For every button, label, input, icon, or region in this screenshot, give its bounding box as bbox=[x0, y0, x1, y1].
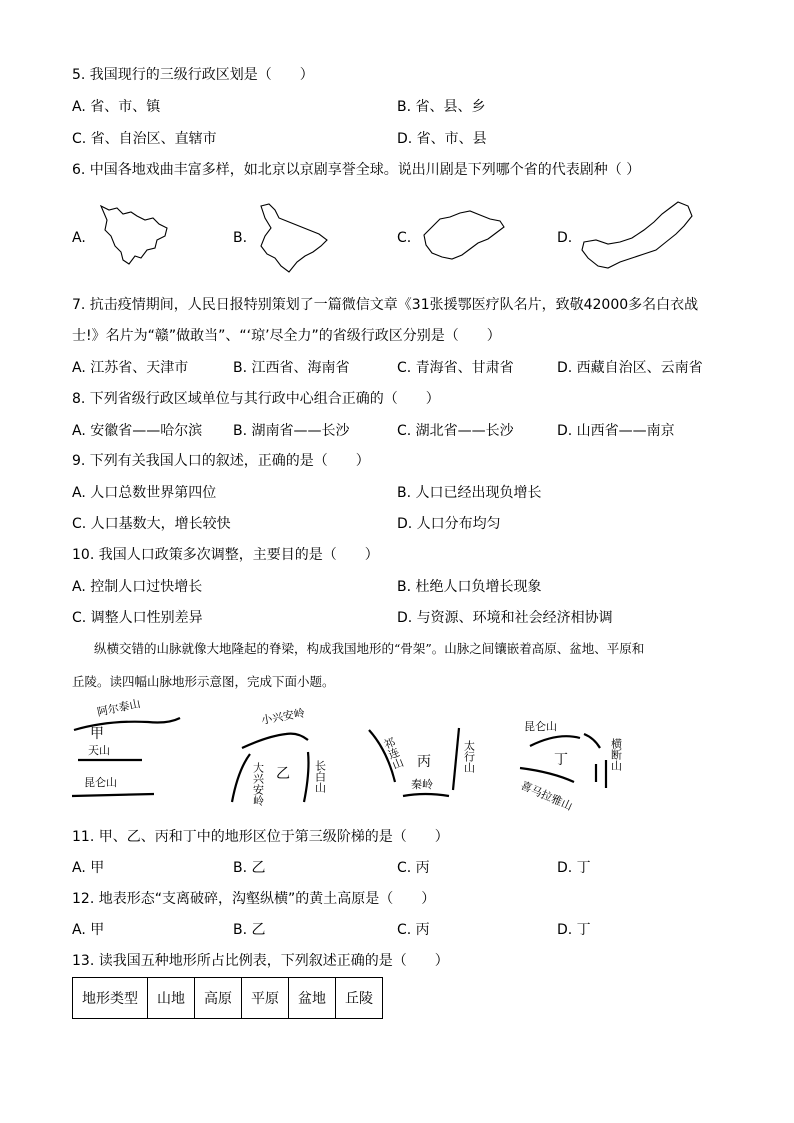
table-header-cell: 地形类型 bbox=[73, 978, 148, 1019]
table-header-row bbox=[73, 978, 383, 1019]
q11-stem: 11. 甲、乙、丙和丁中的地形区位于第三级阶梯的是（ ） bbox=[72, 829, 449, 845]
table-header-cell: 盆地 bbox=[289, 978, 336, 1019]
q12-option-d[interactable]: D. 丁 bbox=[557, 922, 591, 938]
mountain-map-yi bbox=[228, 706, 348, 810]
table-header-cell: 高原 bbox=[195, 978, 242, 1019]
q8-option-d[interactable]: D. 山西省——南京 bbox=[557, 423, 675, 439]
q10-option-a[interactable]: A. 控制人口过快增长 bbox=[72, 579, 203, 595]
q5-option-d[interactable]: D. 省、市、县 bbox=[397, 131, 487, 147]
q6-option-d-label[interactable]: D. bbox=[557, 230, 573, 246]
q10-option-d[interactable]: D. 与资源、环境和社会经济相协调 bbox=[397, 610, 613, 626]
map-bing-qinling-label: 秦岭 bbox=[411, 778, 433, 791]
map-ding-kunlun-label: 昆仑山 bbox=[524, 720, 557, 733]
q8-option-a[interactable]: A. 安徽省——哈尔滨 bbox=[72, 423, 203, 439]
q9-option-b[interactable]: B. 人口已经出现负增长 bbox=[397, 485, 542, 501]
q5-stem: 5. 我国现行的三级行政区划是（ ） bbox=[72, 67, 314, 83]
q7-option-b[interactable]: B. 江西省、海南省 bbox=[233, 360, 350, 376]
q9-option-c[interactable]: C. 人口基数大，增长较快 bbox=[72, 516, 231, 532]
map-yi-changbaishan-label: 长白山 bbox=[313, 760, 327, 793]
map-ding-hengduan-label: 横断山 bbox=[609, 738, 623, 771]
q7-option-c[interactable]: C. 青海省、甘肃省 bbox=[397, 360, 514, 376]
map-jia-tianshan-label: 天山 bbox=[88, 744, 110, 757]
q5-option-a[interactable]: A. 省、市、镇 bbox=[72, 99, 161, 115]
q12-option-a[interactable]: A. 甲 bbox=[72, 922, 105, 938]
q8-option-c[interactable]: C. 湖北省——长沙 bbox=[397, 423, 514, 439]
map-jia-altai-label: 阿尔泰山 bbox=[95, 697, 142, 719]
q10-option-c[interactable]: C. 调整人口性别差异 bbox=[72, 610, 203, 626]
q12-option-c[interactable]: C. 丙 bbox=[397, 922, 430, 938]
map-jia-kunlun-label: 昆仑山 bbox=[84, 776, 117, 789]
q9-option-d[interactable]: D. 人口分布均匀 bbox=[397, 516, 501, 532]
table-header-cell: 平原 bbox=[242, 978, 289, 1019]
table-header-cell: 山地 bbox=[148, 978, 195, 1019]
q8-option-b[interactable]: B. 湖南省——长沙 bbox=[233, 423, 350, 439]
q9-option-a[interactable]: A. 人口总数世界第四位 bbox=[72, 485, 217, 501]
map-bing-taihangshan-label: 太行山 bbox=[462, 740, 476, 773]
map-yi-xiaoxinganling-label: 小兴安岭 bbox=[260, 706, 306, 727]
passage-line2: 丘陵。读四幅山脉地形示意图，完成下面小题。 bbox=[72, 674, 335, 689]
table-header-cell: 丘陵 bbox=[336, 978, 383, 1019]
q7-option-a[interactable]: A. 江苏省、天津市 bbox=[72, 360, 189, 376]
q11-option-d[interactable]: D. 丁 bbox=[557, 860, 591, 876]
q7-stem-line1: 7. 抗击疫情期间，人民日报特别策划了一篇微信文章《31张援鄂医疗队名片，致敬42000多名白衣战 bbox=[72, 297, 699, 313]
q11-option-b[interactable]: B. 乙 bbox=[233, 860, 266, 876]
q6-option-c-label[interactable]: C. bbox=[397, 230, 412, 246]
q10-stem: 10. 我国人口政策多次调整，主要目的是（ ） bbox=[72, 547, 379, 563]
q6-option-a-label[interactable]: A. bbox=[72, 230, 86, 246]
map-yi-region-label: 乙 bbox=[276, 766, 290, 782]
q7-stem-line2: 士!》名片为“赣”做敢当”、“‘琼’尽全力”的省级行政区分别是（ ） bbox=[72, 328, 501, 344]
inner-mongolia-outline[interactable] bbox=[578, 196, 704, 276]
map-bing-qilianshan-label: 祁连山 bbox=[380, 735, 406, 772]
map-yi-daxinganling-label: 大兴安岭 bbox=[251, 762, 265, 806]
q6-stem: 6. 中国各地戏曲丰富多样，如北京以京剧享誉全球。说出川剧是下列哪个省的代表剧种（ ） bbox=[72, 162, 641, 178]
q5-option-b[interactable]: B. 省、县、乡 bbox=[397, 99, 486, 115]
map-ding-himalaya-label: 喜马拉雅山 bbox=[518, 778, 575, 814]
mountain-map-jia bbox=[68, 697, 228, 804]
q13-stem: 13. 读我国五种地形所占比例表，下列叙述正确的是（ ） bbox=[72, 953, 449, 969]
passage-line1: 纵横交错的山脉就像大地隆起的脊梁，构成我国地形的“骨架”。山脉之间镶嵌着高原、盆地、平原和 bbox=[94, 641, 645, 656]
q9-stem: 9. 下列有关我国人口的叙述，正确的是（ ） bbox=[72, 453, 370, 469]
q10-option-b[interactable]: B. 杜绝人口负增长现象 bbox=[397, 579, 542, 595]
q5-option-c[interactable]: C. 省、自治区、直辖市 bbox=[72, 131, 217, 147]
mountain-map-ding bbox=[512, 714, 642, 814]
mountain-map-bing bbox=[365, 722, 485, 804]
q7-option-d[interactable]: D. 西藏自治区、云南省 bbox=[557, 360, 703, 376]
heilongjiang-province-outline[interactable] bbox=[253, 200, 333, 276]
q8-stem: 8. 下列省级行政区域单位与其行政中心组合正确的（ ） bbox=[72, 391, 440, 407]
map-bing-region-label: 丙 bbox=[417, 754, 431, 770]
map-ding-region-label: 丁 bbox=[554, 752, 568, 768]
sichuan-province-outline[interactable] bbox=[95, 200, 175, 272]
terrain-ratio-table bbox=[72, 977, 383, 1019]
map-jia-region-label: 甲 bbox=[90, 726, 104, 742]
q12-stem: 12. 地表形态“支离破碎，沟壑纵横”的黄土高原是（ ） bbox=[72, 891, 436, 907]
q6-option-b-label[interactable]: B. bbox=[233, 230, 248, 246]
q11-option-c[interactable]: C. 丙 bbox=[397, 860, 430, 876]
q11-option-a[interactable]: A. 甲 bbox=[72, 860, 105, 876]
q12-option-b[interactable]: B. 乙 bbox=[233, 922, 266, 938]
shandong-province-outline[interactable] bbox=[418, 205, 508, 265]
